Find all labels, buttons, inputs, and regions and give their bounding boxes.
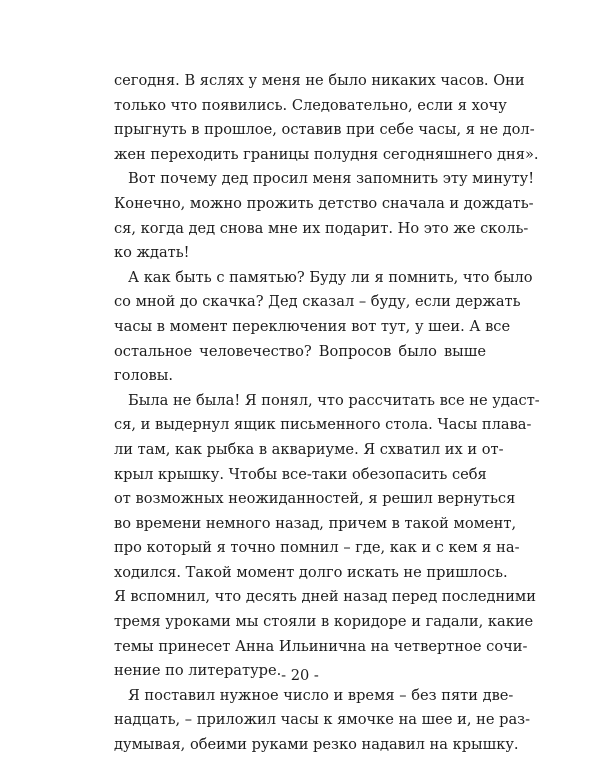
text-line: темы принесет Анна Ильинична на четвертное сочи- — [114, 637, 528, 655]
text-line: А как быть с памятью? Буду ли я помнить, что было — [128, 268, 533, 286]
paragraph — [114, 389, 540, 684]
page-number: - 20 - — [281, 667, 319, 684]
paragraph — [114, 684, 531, 758]
text-line: остальное человечество? Вопросов было выше — [114, 342, 486, 360]
text-line: надцать, – приложил часы к ямочке на шее и, не раз- — [114, 711, 531, 729]
paragraph — [114, 266, 533, 389]
text-line: тремя уроками мы стояли в коридоре и гадали, какие — [114, 613, 534, 631]
text-line: ходился. Такой момент долго искать не пришлось. — [114, 563, 508, 581]
text-line: думывая, обеими руками резко надавил на крышку. — [114, 736, 519, 754]
text-line: только что появились. Следовательно, если я хочу — [114, 96, 507, 114]
paragraph — [114, 167, 535, 265]
text-line: ся, и выдернул ящик письменного стола. Часы плава- — [114, 416, 532, 434]
text-line: жен переходить границы полудня сегодняшнего дня». — [114, 145, 539, 163]
text-line: головы. — [114, 367, 173, 385]
text-line: во времени немного назад, причем в такой момент, — [114, 514, 517, 532]
text-line: ли там, как рыбка в аквариуме. Я схватил их и от- — [114, 440, 504, 458]
page-text — [114, 69, 540, 758]
text-line: Я поставил нужное число и время – без пяти две- — [128, 686, 514, 704]
text-line: про который я точно помнил – где, как и с кем я на- — [114, 539, 520, 557]
paragraph — [114, 69, 539, 167]
text-line: Вот почему дед просил меня запомнить эту минуту! — [128, 170, 535, 188]
text-line: со мной до скачка? Дед сказал – буду, если держать — [114, 293, 521, 311]
text-line: нение по литературе. — [114, 662, 282, 680]
text-line: ко ждать! — [114, 244, 190, 262]
text-line: часы в момент переключения вот тут, у шеи. А все — [114, 317, 511, 335]
text-line: Была не была! Я понял, что рассчитать все не удаст- — [128, 391, 540, 409]
text-line: сегодня. В яслях у меня не было никаких часов. Они — [114, 72, 525, 89]
text-line: крыл крышку. Чтобы все-таки обезопасить себя — [114, 465, 487, 483]
text-line: Я вспомнил, что десять дней назад перед последними — [114, 588, 536, 606]
text-line: Конечно, можно прожить детство сначала и дождать- — [114, 194, 534, 212]
text-line: ся, когда дед снова мне их подарит. Но это же сколь- — [114, 219, 529, 237]
text-line: прыгнуть в прошлое, оставив при себе часы, я не дол- — [114, 121, 535, 139]
text-line: от возможных неожиданностей, я решил вернуться — [114, 490, 516, 508]
